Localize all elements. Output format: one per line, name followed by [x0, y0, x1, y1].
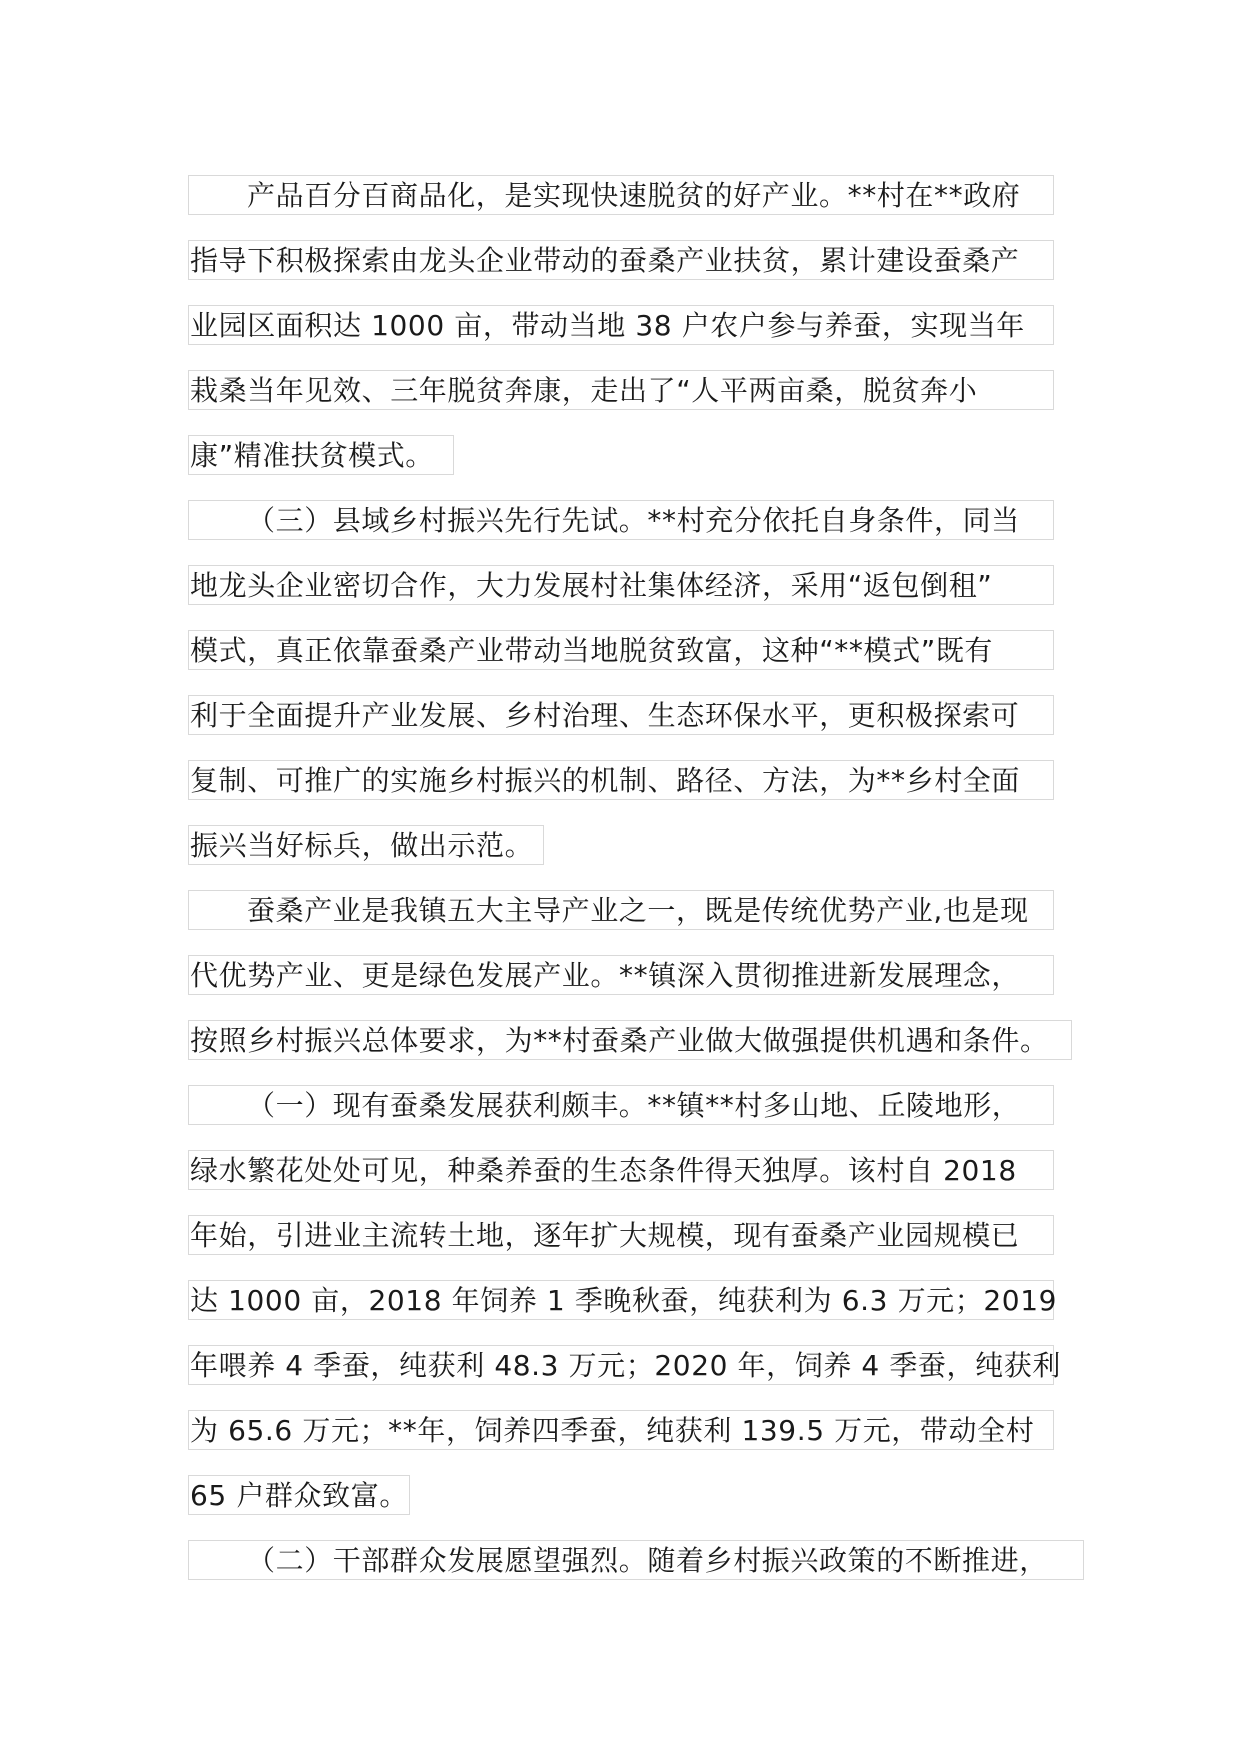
text-line: 栽桑当年见效、三年脱贫奔康，走出了“人平两亩桑，脱贫奔小 [188, 370, 1054, 410]
text-line: （一）现有蚕桑发展获利颇丰。**镇**村多山地、丘陵地形， [188, 1085, 1054, 1125]
text-line: 利于全面提升产业发展、乡村治理、生态环保水平，更积极探索可 [188, 695, 1054, 735]
text-line: （二）干部群众发展愿望强烈。随着乡村振兴政策的不断推进， [188, 1540, 1084, 1580]
text-line: 代优势产业、更是绿色发展产业。**镇深入贯彻推进新发展理念， [188, 955, 1054, 995]
text-line: 复制、可推广的实施乡村振兴的机制、路径、方法，为**乡村全面 [188, 760, 1054, 800]
text-line: 模式，真正依靠蚕桑产业带动当地脱贫致富，这种“**模式”既有 [188, 630, 1054, 670]
text-line: 按照乡村振兴总体要求，为**村蚕桑产业做大做强提供机遇和条件。 [188, 1020, 1072, 1060]
text-line: 为 65.6 万元；**年，饲养四季蚕，纯获利 139.5 万元，带动全村 [188, 1410, 1054, 1450]
text-line: 振兴当好标兵，做出示范。 [188, 825, 544, 865]
text-line: 年始，引进业主流转土地，逐年扩大规模，现有蚕桑产业园规模已 [188, 1215, 1054, 1255]
text-line: 绿水繁花处处可见，种桑养蚕的生态条件得天独厚。该村自 2018 [188, 1150, 1054, 1190]
text-line: 康”精准扶贫模式。 [188, 435, 454, 475]
text-line: 产品百分百商品化，是实现快速脱贫的好产业。**村在**政府 [188, 175, 1054, 215]
text-line: 地龙头企业密切合作，大力发展村社集体经济，采用“返包倒租” [188, 565, 1054, 605]
text-line: 年喂养 4 季蚕，纯获利 48.3 万元；2020 年，饲养 4 季蚕，纯获利 [188, 1345, 1054, 1385]
text-line: 业园区面积达 1000 亩，带动当地 38 户农户参与养蚕，实现当年 [188, 305, 1054, 345]
text-line: 指导下积极探索由龙头企业带动的蚕桑产业扶贫，累计建设蚕桑产 [188, 240, 1054, 280]
text-line: 65 户群众致富。 [188, 1475, 410, 1515]
text-line: 达 1000 亩，2018 年饲养 1 季晚秋蚕，纯获利为 6.3 万元；2019 [188, 1280, 1054, 1320]
text-line: （三）县域乡村振兴先行先试。**村充分依托自身条件，同当 [188, 500, 1054, 540]
text-line: 蚕桑产业是我镇五大主导产业之一，既是传统优势产业,也是现 [188, 890, 1054, 930]
